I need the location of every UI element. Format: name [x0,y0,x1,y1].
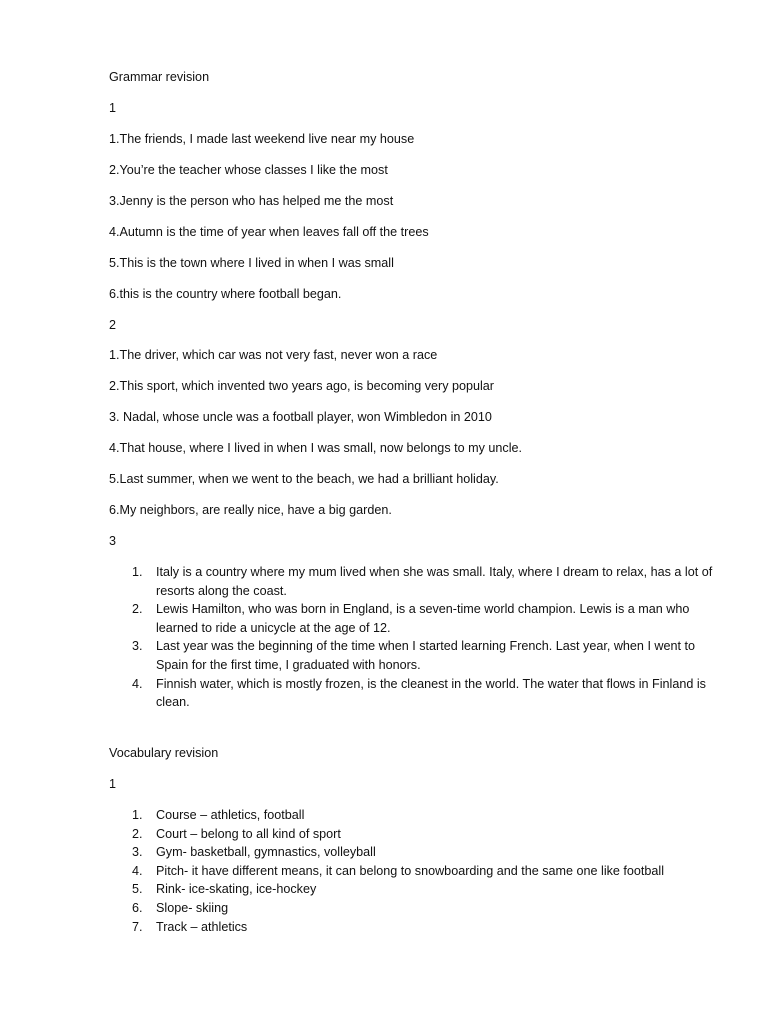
list-item-text: Rink- ice-skating, ice-hockey [156,882,317,897]
list-item [109,918,714,937]
list-item-text: Course – athletics, football [156,808,305,822]
grammar-title: Grammar revision [109,70,210,84]
grammar-section-3-number: 3 [109,534,117,548]
list-item-text: Pitch- it have different means, it can belong to snowboarding and the same one like football [156,863,665,878]
vocabulary-title: Vocabulary revision [109,746,219,760]
list-item-text: Track – athletics [156,919,248,934]
list-item-number: 4. [132,863,143,878]
list-item-text: Gym- basketball, gymnastics, volleyball [156,845,376,860]
list-item-text: Court – belong to all kind of sport [156,826,341,841]
grammar-s3-list [109,563,714,712]
list-item-text: Italy is a country where my mum lived when she was small. Italy, where I dream to relax, has a lot of resorts along the coast. [156,565,713,598]
list-item [109,675,714,712]
grammar-s1-item-6: 6.this is the country where football began. [109,287,342,301]
list-item-text: Slope- skiing [156,900,229,915]
list-item-number: 5. [132,882,143,897]
list-item-number: 3. [132,845,143,860]
list-item-text: Lewis Hamilton, who was born in England, is a seven-time world champion. Lewis is a man who learned to ride a unicycle at the age of 12. [156,602,690,635]
list-item [109,862,714,881]
grammar-s2-item-2: 2.This sport, which invented two years ago, is becoming very popular [109,379,495,393]
list-item [109,899,714,918]
list-item [109,825,714,844]
list-item-number: 2. [132,826,143,841]
grammar-s1-item-1: 1.The friends, I made last weekend live near my house [109,132,415,146]
list-item-number: 2. [132,602,143,617]
list-item [109,880,714,899]
list-item [109,637,714,674]
list-item-number: 4. [132,676,143,691]
list-item [109,843,714,862]
list-item [109,563,714,600]
grammar-s1-item-4: 4.Autumn is the time of year when leaves fall off the trees [109,225,429,239]
grammar-s2-item-3: 3. Nadal, whose uncle was a football player, won Wimbledon in 2010 [109,410,492,424]
grammar-s2-item-5: 5.Last summer, when we went to the beach, we had a brilliant holiday. [109,472,499,486]
grammar-s1-item-2: 2.You’re the teacher whose classes I like the most [109,163,388,177]
list-item-number: 1. [132,808,143,822]
list-item-text: Last year was the beginning of the time when I started learning French. Last year, when I went to Spain for the first time, I graduated with honors. [156,639,696,672]
grammar-s2-item-6: 6.My neighbors, are really nice, have a big garden. [109,503,392,517]
vocabulary-section-1-number: 1 [109,777,117,791]
list-item [109,806,714,825]
list-item-number: 6. [132,900,143,915]
grammar-s2-item-4: 4.That house, where I lived in when I was small, now belongs to my uncle. [109,441,523,455]
grammar-s1-item-3: 3.Jenny is the person who has helped me the most [109,194,394,208]
list-item-number: 7. [132,919,143,934]
grammar-section-2-number: 2 [109,318,117,332]
list-item-number: 1. [132,565,143,579]
list-item-text: Finnish water, which is mostly frozen, is the cleanest in the world. The water that flows in Finland is clean. [156,676,706,710]
vocabulary-s1-list [109,806,714,936]
grammar-s1-item-5: 5.This is the town where I lived in when I was small [109,256,394,270]
grammar-s2-item-1: 1.The driver, which car was not very fast, never won a race [109,348,438,362]
grammar-section-1-number: 1 [109,101,117,115]
list-item-number: 3. [132,639,143,654]
list-item [109,600,714,637]
